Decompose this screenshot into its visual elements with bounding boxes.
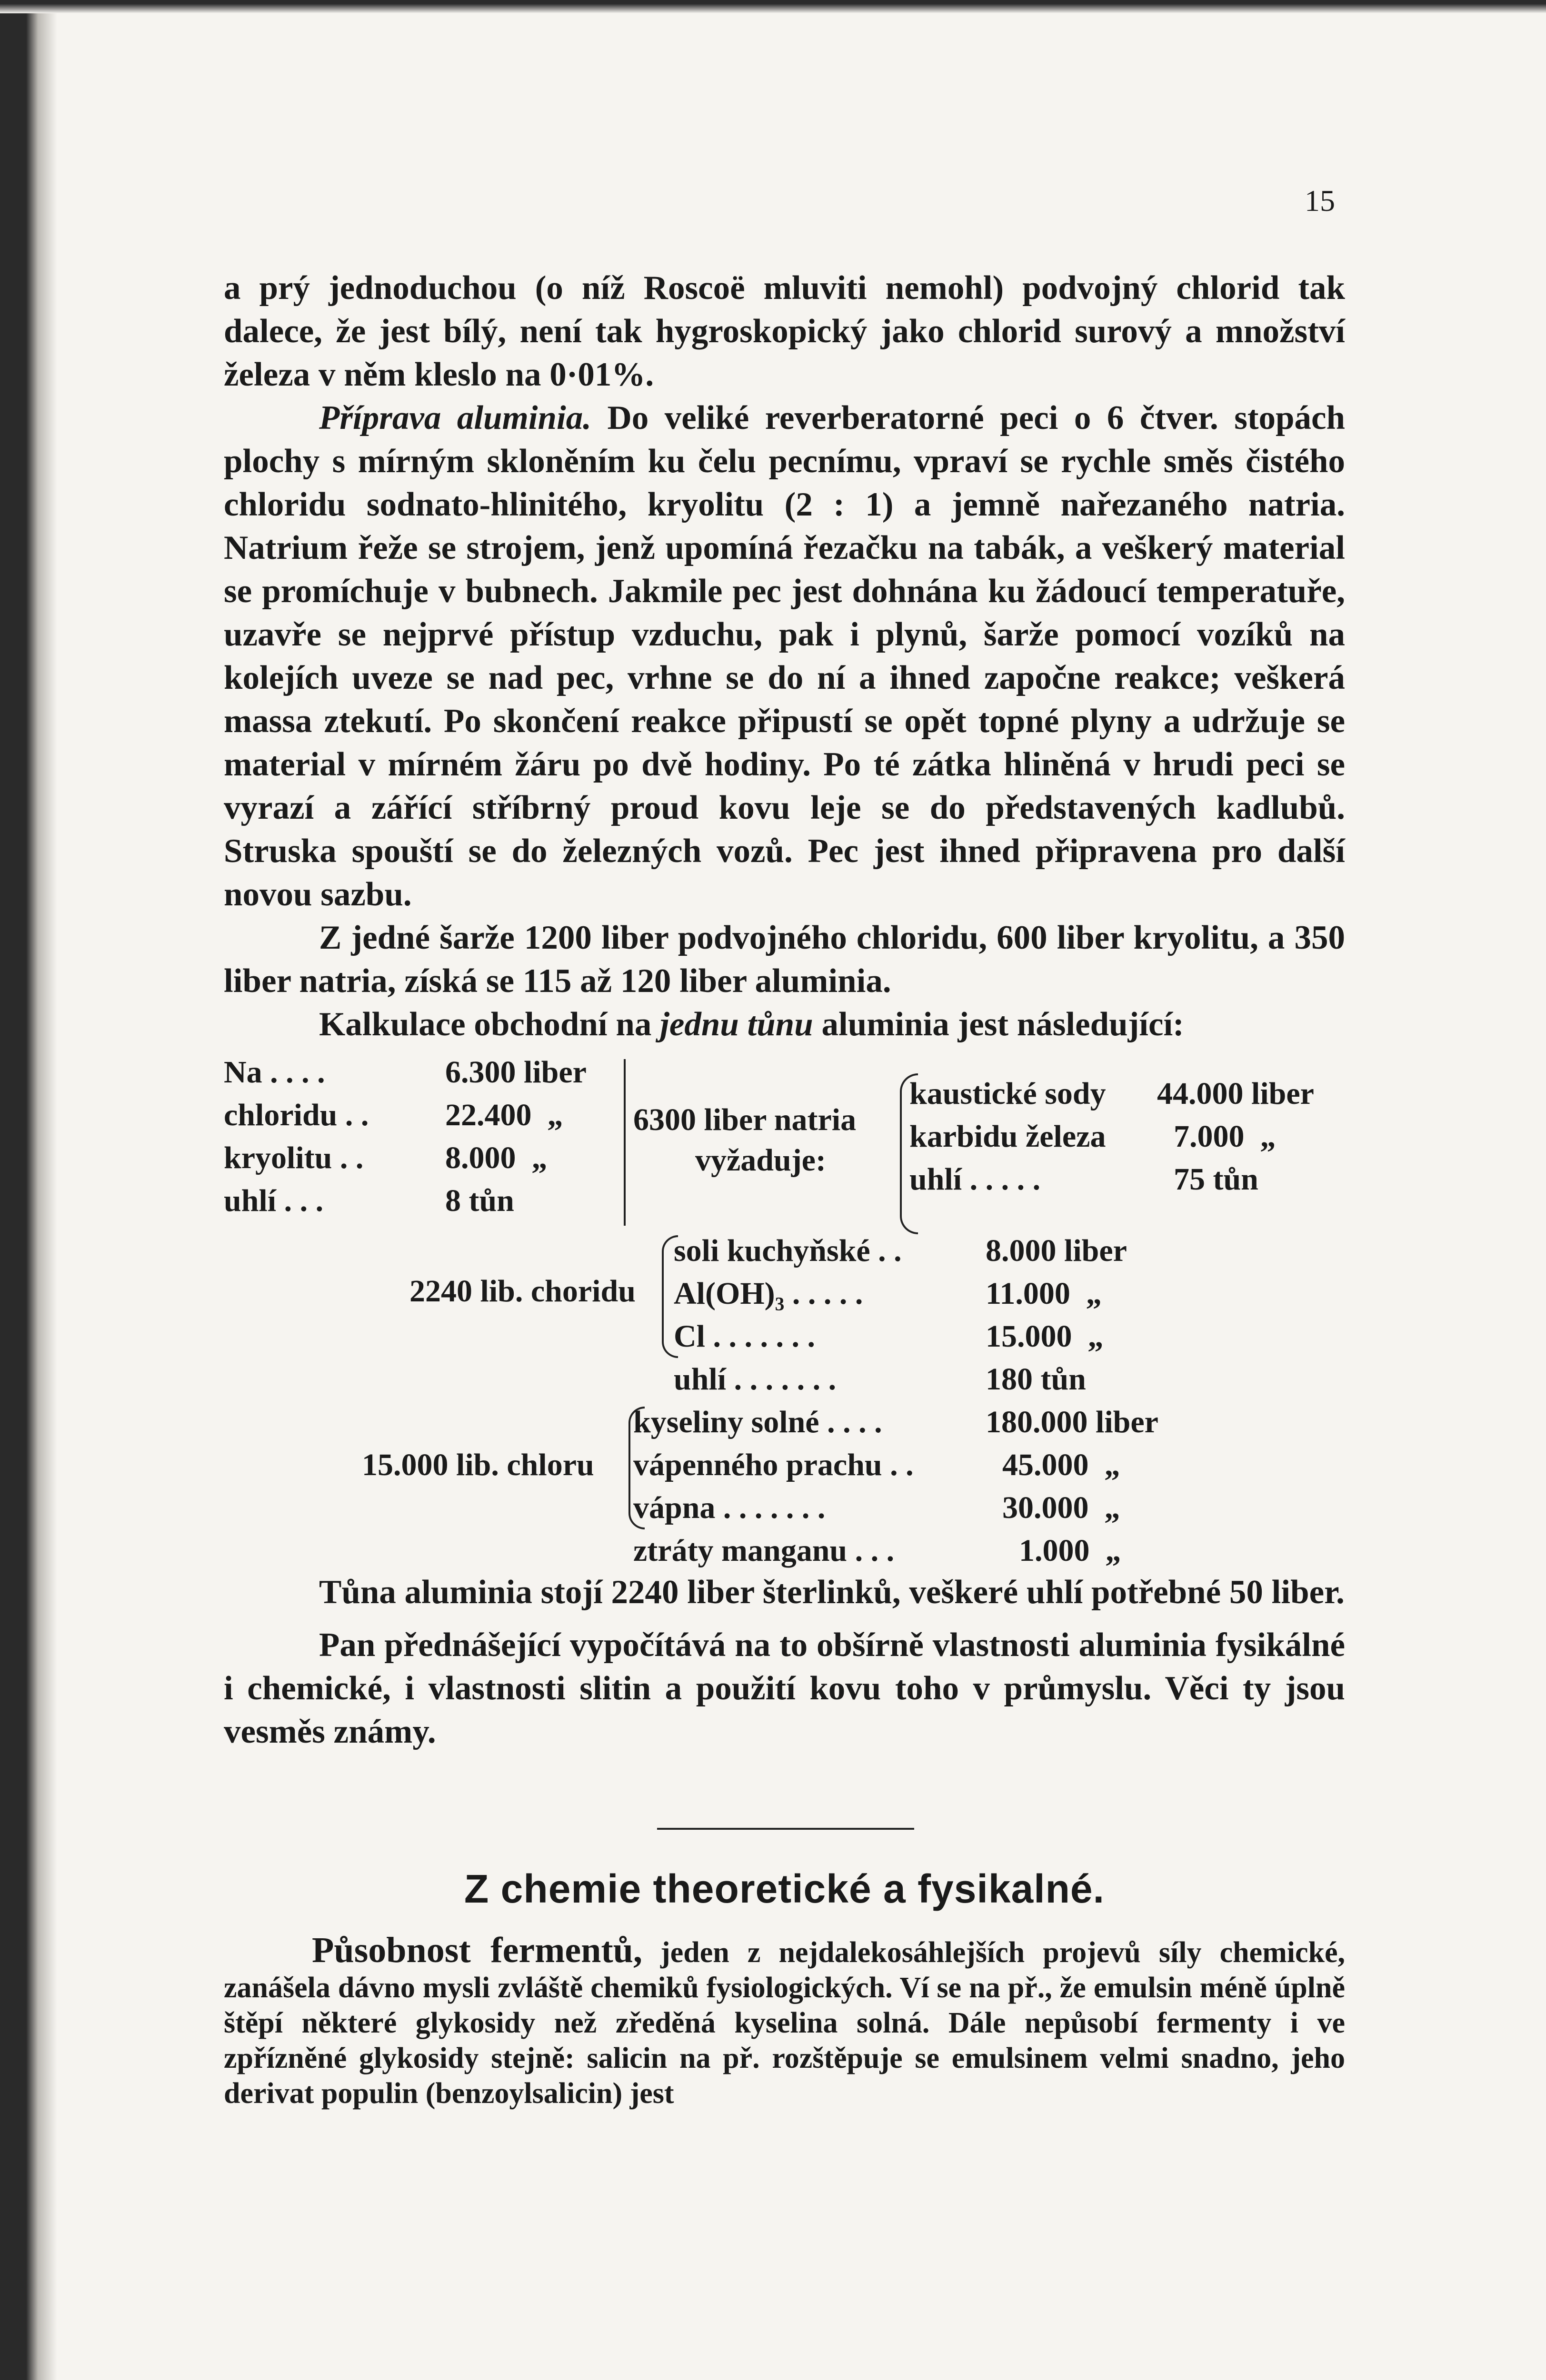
natria-item: kaustické sody — [909, 1076, 1106, 1111]
top-edge-shadow — [0, 0, 1546, 13]
calc-left-row: chloridu . . — [224, 1098, 369, 1132]
paragraph-2-title: Příprava aluminia. — [319, 399, 591, 436]
chloru-label: 15.000 lib. chloru — [362, 1448, 594, 1482]
paragraph-2 — [224, 397, 1345, 916]
calc-left-row: uhlí . . . — [224, 1183, 324, 1218]
calc-left-value: 6.300 liber — [445, 1055, 587, 1090]
chloridu-item: Cl . . . . . . . — [674, 1319, 815, 1354]
section-runin-title: Působnost fermentů, — [312, 1930, 642, 1970]
column-divider — [624, 1059, 626, 1226]
chloru-extra: ztráty manganu . . . — [633, 1533, 895, 1568]
chloridu-extra: uhlí . . . . . . . — [674, 1362, 837, 1397]
chloridu-item-value: 8.000 liber — [986, 1233, 1127, 1268]
chloridu-item-value: 15.000 „ — [986, 1319, 1104, 1354]
chloridu-item: Al(OH)₃ . . . . . — [674, 1276, 863, 1311]
natria-item-value: 75 tůn — [1174, 1162, 1258, 1197]
closing-paragraphs — [224, 1571, 1345, 1754]
natria-item-value: 7.000 „ — [1174, 1119, 1276, 1154]
chloru-item-value: 180.000 liber — [986, 1405, 1158, 1439]
chloru-extra-value: 1.000 „ — [1019, 1533, 1121, 1568]
section-body: jeden z nejdalekosáhlejších projevů síly chemické, zanášela dávno mysli zvláště chemiků fysiologických. Ví se na př., že emulsin méně úplně štěpí některé glykosidy než zředěná kyselina solná. Dále nepůsobí fermenty i ve zpřízněné glykosidy stejně: salicin na př. rozštěpuje se emulsinem velmi snadno, jeho derivat populin (benzoylsalicin) jest — [224, 1936, 1345, 2110]
paragraph-3: Z jedné šarže 1200 liber podvojného chloridu, 600 liber kryolitu, a 350 liber natria, získá se 115 až 120 liber aluminia. — [224, 919, 1345, 1000]
section-heading: Z chemie theoretické a fysikalné. — [464, 1866, 1105, 1911]
chloru-item: vápenného prachu . . — [633, 1448, 914, 1482]
chloridu-label: 2240 lib. choridu — [409, 1274, 636, 1309]
binding-shadow — [0, 0, 57, 2380]
natria-label-2: vyžaduje: — [695, 1143, 826, 1178]
calc-left-value: 22.400 „ — [445, 1098, 563, 1132]
chloridu-extra-value: 180 tůn — [986, 1362, 1086, 1397]
natria-label: 6300 liber natria — [633, 1102, 857, 1137]
cost-calculation — [224, 1054, 1347, 1583]
paragraph-6: Pan přednášející vypočítává na to obšírně vlastnosti aluminia fysikálné i chemické, i vlastnosti slitin a použití kovu toho v průmyslu. Věci ty jsou vesměs známy. — [224, 1626, 1345, 1750]
chloru-item-value: 45.000 „ — [1002, 1448, 1120, 1482]
paragraph-4: Kalkulace obchodní na jednu tůnu aluminia jest následující: — [319, 1006, 1184, 1043]
paragraph-1: a prý jednoduchou (o níž Roscoë mluviti nemohl) podvojný chlorid tak dalece, že jest bílý, není tak hygroskopický jako chlorid surový a množství železa v něm kleslo na 0·01%. — [224, 269, 1345, 393]
calc-left-row: Na . . . . — [224, 1055, 325, 1090]
section-text — [224, 1930, 1345, 2111]
chloru-item-value: 30.000 „ — [1002, 1490, 1120, 1525]
natria-item-value: 44.000 liber — [1157, 1076, 1314, 1111]
calc-left-value: 8.000 „ — [445, 1140, 548, 1175]
chloridu-item: soli kuchyňské . . — [674, 1233, 902, 1268]
chloru-item: vápna . . . . . . . — [633, 1490, 826, 1525]
page-number: 15 — [1305, 184, 1335, 218]
natria-item: karbidu železa — [909, 1119, 1106, 1154]
calc-left-value: 8 tůn — [445, 1183, 514, 1218]
chloru-item: kyseliny solné . . . . — [633, 1405, 882, 1439]
natria-item: uhlí . . . . . — [909, 1162, 1041, 1197]
paragraph-2-body: Do veliké reverberatorné peci o 6 čtver. stopách plochy s mírným skloněním ku čelu pecnímu, vpraví se rychle směs čistého chloridu sodnato-hlinitého, kryolitu (2 : 1) a jemně nařezaného natria. Natrium řeže se strojem, jenž upomíná řezačku na tabák, a veškerý material se promíchuje v bubnech. Jakmile pec jest dohnána ku žádoucí temperatuře, uzavře se nejprvé přístup vzduchu, pak i plynů, šarže pomocí vozíků na kolejích uveze se nad pec, vrhne se do ní a ihned započne reakce; veškerá massa ztekutí. Po skončení reakce připustí se opět topné plyny a udržuje se material v mírném žáru po dvě hodiny. Po té zátka hliněná v hrudi peci se vyrazí a zářící stříbrný proud kovu leje se do představených kadlubů. Struska spouští se do železných vozů. Pec jest ihned připravena pro další novou sazbu. — [224, 399, 1345, 913]
calc-left-row: kryolitu . . — [224, 1140, 364, 1175]
paragraph-5: Tůna aluminia stojí 2240 liber šterlinků, veškeré uhlí potřebné 50 liber. — [319, 1574, 1345, 1611]
chloridu-item-value: 11.000 „ — [986, 1276, 1102, 1311]
body-text — [224, 267, 1345, 1046]
section-divider — [657, 1828, 914, 1830]
